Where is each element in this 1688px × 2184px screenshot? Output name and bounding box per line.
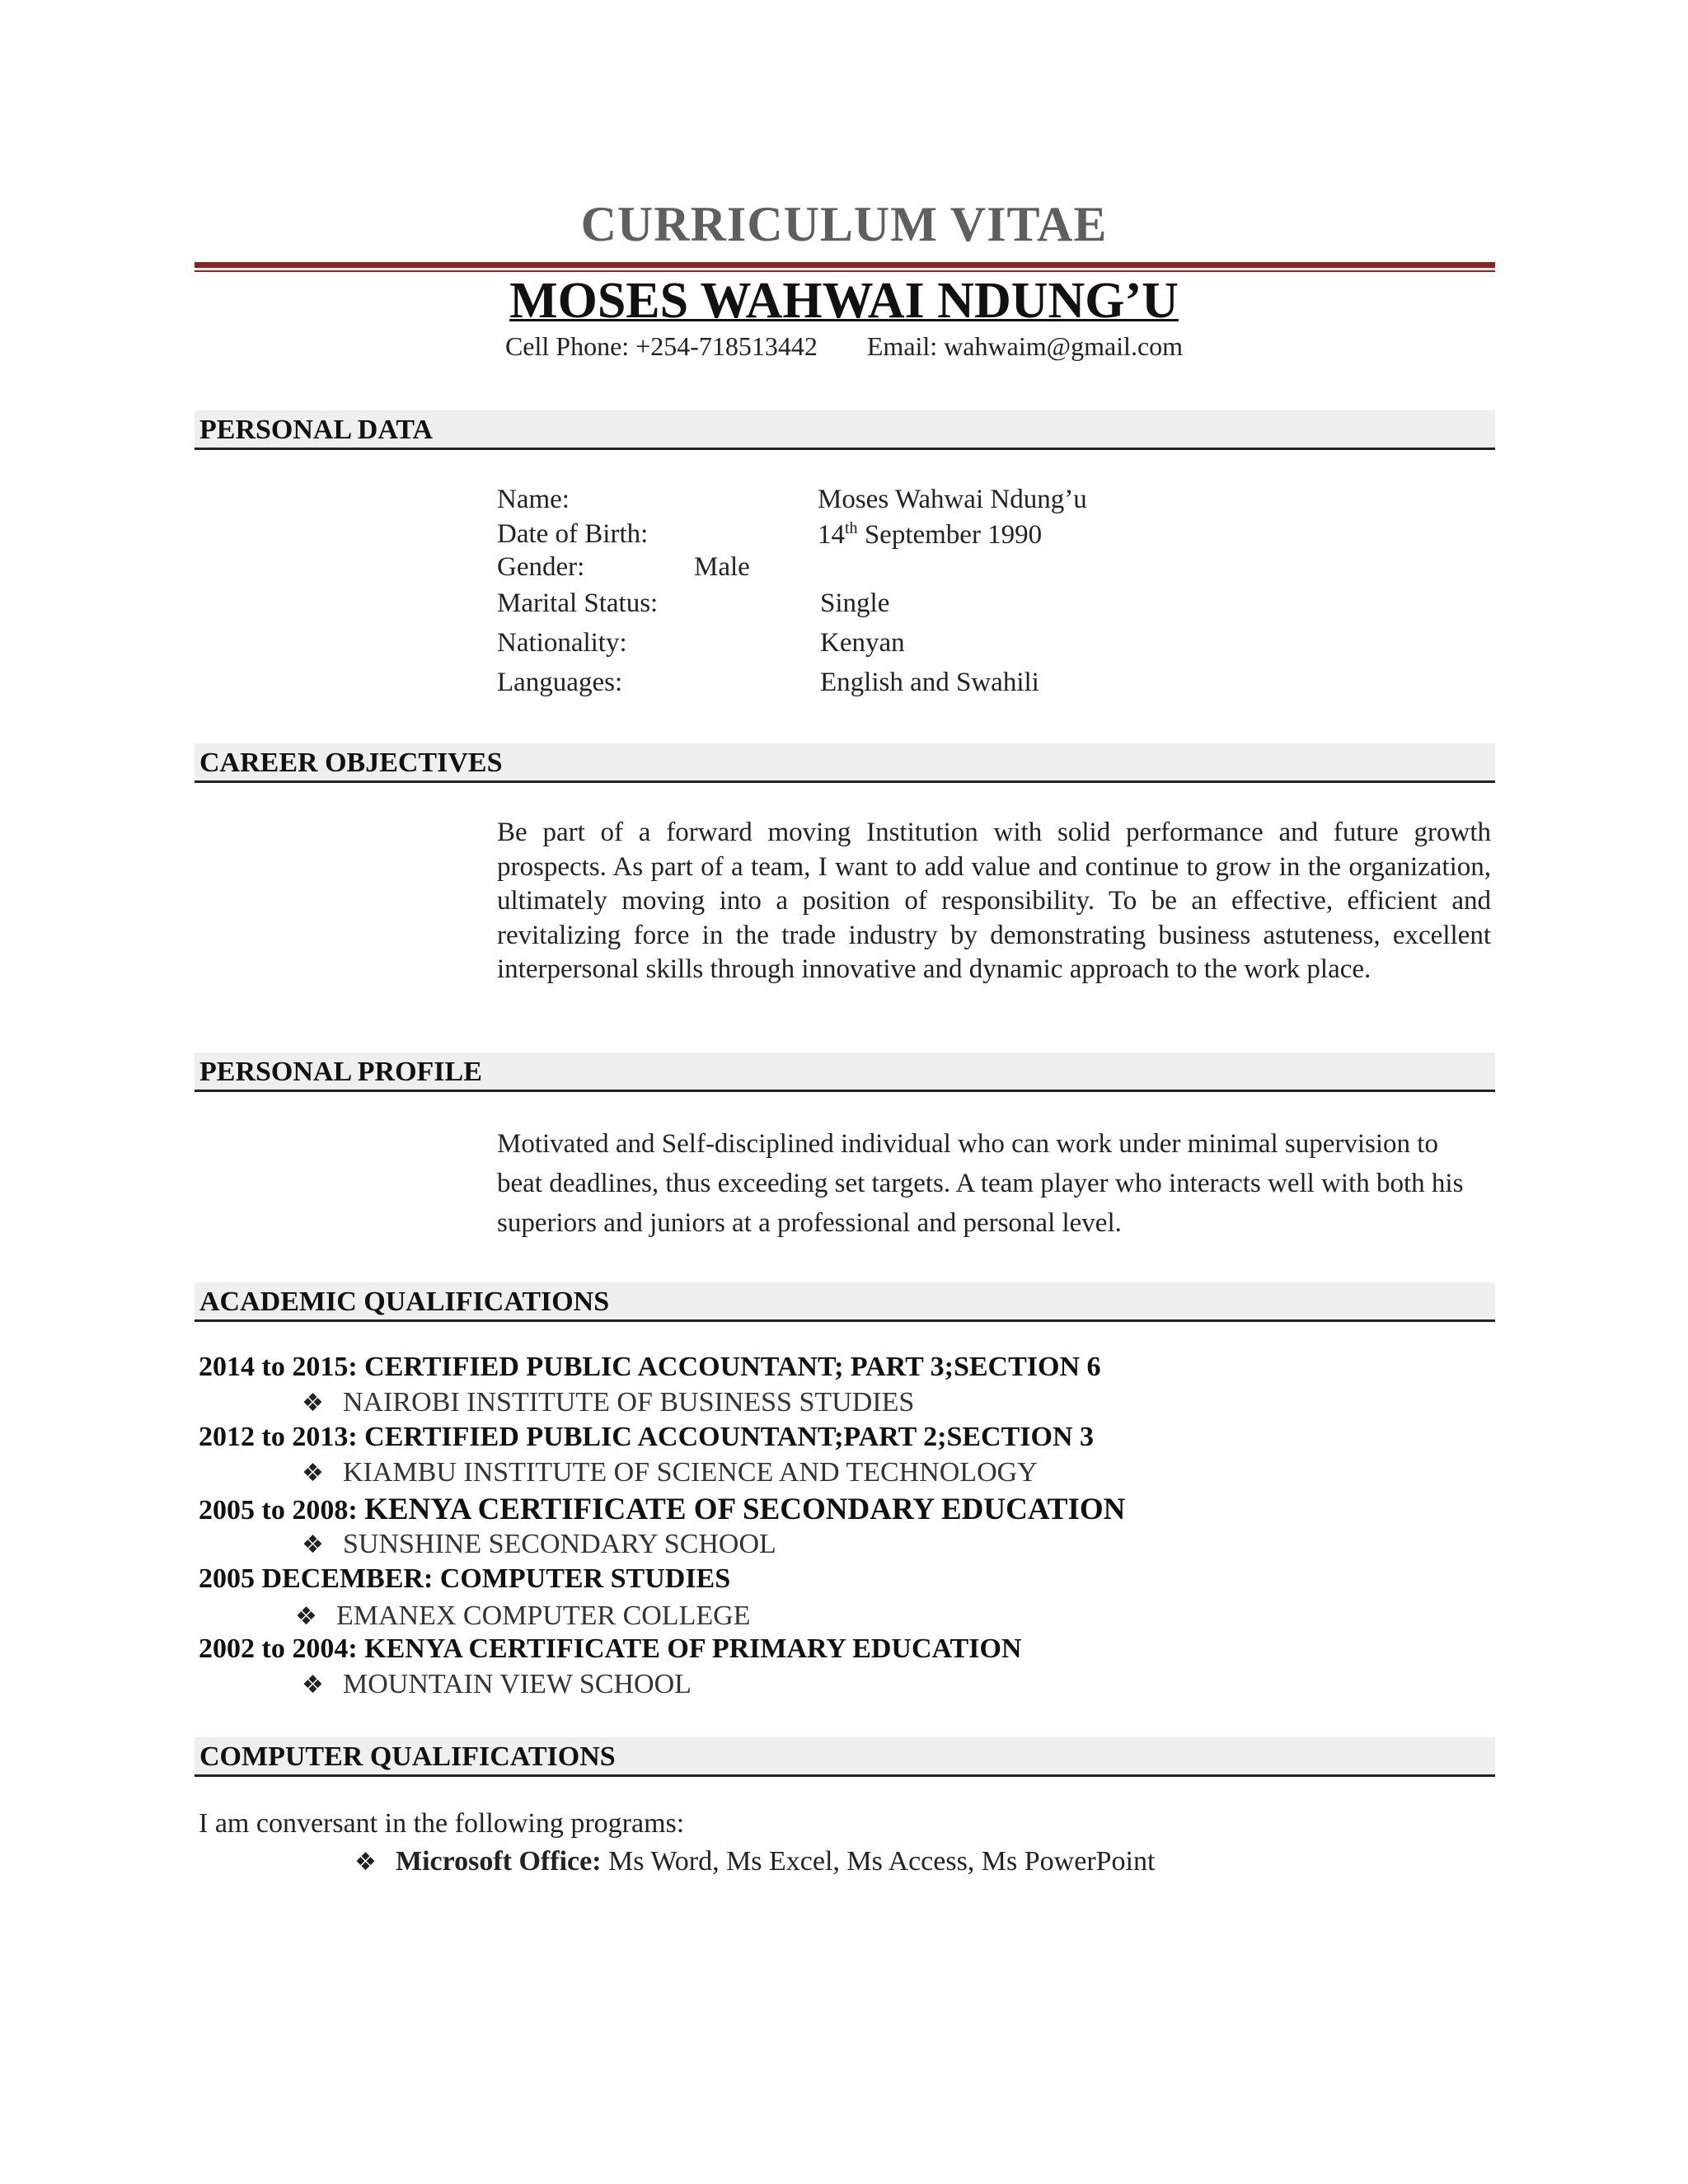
bullet-icon: ❖ [302,1389,324,1418]
career-objectives-text: Be part of a forward moving Institution with solid performance and future growth prospects. As part of a team, I want to add value and continue to grow in the organization, ultimately moving into a position of responsibility. To be an effective, efficient and revitalizing force in the trade industry by demonstrating business astuteness, excellent interpersonal skills through innovative and dynamic approach to the work place. [497,818,1491,984]
value-marital-status: Single [820,588,890,618]
computer-skill-item [354,1846,1155,1877]
skill-value: Ms Word, Ms Excel, Ms Access, Ms PowerPoint [601,1846,1156,1877]
label-nationality: Nationality: [497,628,627,658]
document-title: CURRICULUM VITAE [580,197,1108,251]
label-name: Name: [497,485,570,514]
qualification-heading: 2002 to 2004: KENYA CERTIFICATE OF PRIMARY EDUCATION [199,1633,1022,1664]
qualification-institution: ❖ MOUNTAIN VIEW SCHOOL [302,1669,692,1699]
contact-line [0,331,1688,362]
phone-number: Cell Phone: +254-718513442 [504,331,818,361]
qualification-heading: 2012 to 2013: CERTIFIED PUBLIC ACCOUNTANT;PART 2;SECTION 3 [199,1422,1095,1452]
qualification-institution: ❖ NAIROBI INSTITUTE OF BUSINESS STUDIES [302,1387,915,1418]
section-heading-academic-qualifications: ACADEMIC QUALIFICATIONS [195,1282,1495,1322]
section-heading-personal-profile: PERSONAL PROFILE [195,1052,1495,1092]
qualification-heading: 2005 DECEMBER: COMPUTER STUDIES [199,1563,731,1594]
bullet-icon: ❖ [295,1602,317,1631]
section-heading-computer-qualifications: COMPUTER QUALIFICATIONS [195,1737,1495,1777]
skill-label: Microsoft Office: [396,1846,602,1877]
label-languages: Languages: [497,668,623,697]
bullet-icon: ❖ [302,1530,324,1559]
section-heading-career-objectives: CAREER OBJECTIVES [195,743,1495,783]
bullet-icon: ❖ [302,1459,324,1488]
personal-profile-text: Motivated and Self-disciplined individual who can work under minimal supervision to beat deadlines, thus exceeding set targets. A team player who interacts well with both his superiors and juniors at a professional and personal level. [497,1129,1464,1238]
qualification-institution: ❖ KIAMBU INSTITUTE OF SCIENCE AND TECHNOLOGY [302,1457,1038,1488]
header-rule [195,262,1495,268]
section-heading-personal-data: PERSONAL DATA [195,410,1495,450]
label-date-of-birth: Date of Birth: [497,519,649,549]
computer-intro-text: I am conversant in the following programs: [199,1808,685,1839]
value-nationality: Kenyan [820,628,905,658]
qualification-heading: 2014 to 2015: CERTIFIED PUBLIC ACCOUNTANT; PART 3;SECTION 6 [199,1352,1101,1382]
bullet-icon: ❖ [354,1848,377,1877]
label-gender: Gender: [497,552,585,582]
label-marital-status: Marital Status: [497,588,659,618]
value-gender: Male [694,552,750,582]
value-languages: English and Swahili [820,668,1039,697]
qualification-institution: ❖ SUNSHINE SECONDARY SCHOOL [302,1529,776,1559]
candidate-name: MOSES WAHWAI NDUNG’U [509,273,1179,329]
email-address[interactable]: Email: wahwaim@gmail.com [866,331,1184,361]
value-date-of-birth: 14th September 1990 [818,519,1043,550]
bullet-icon: ❖ [302,1671,324,1699]
qualification-institution: ❖ EMANEX COMPUTER COLLEGE [295,1601,751,1631]
value-name: Moses Wahwai Ndung’u [818,485,1087,514]
qualification-heading: 2005 to 2008: KENYA CERTIFICATE OF SECONDARY EDUCATION [199,1493,1126,1526]
